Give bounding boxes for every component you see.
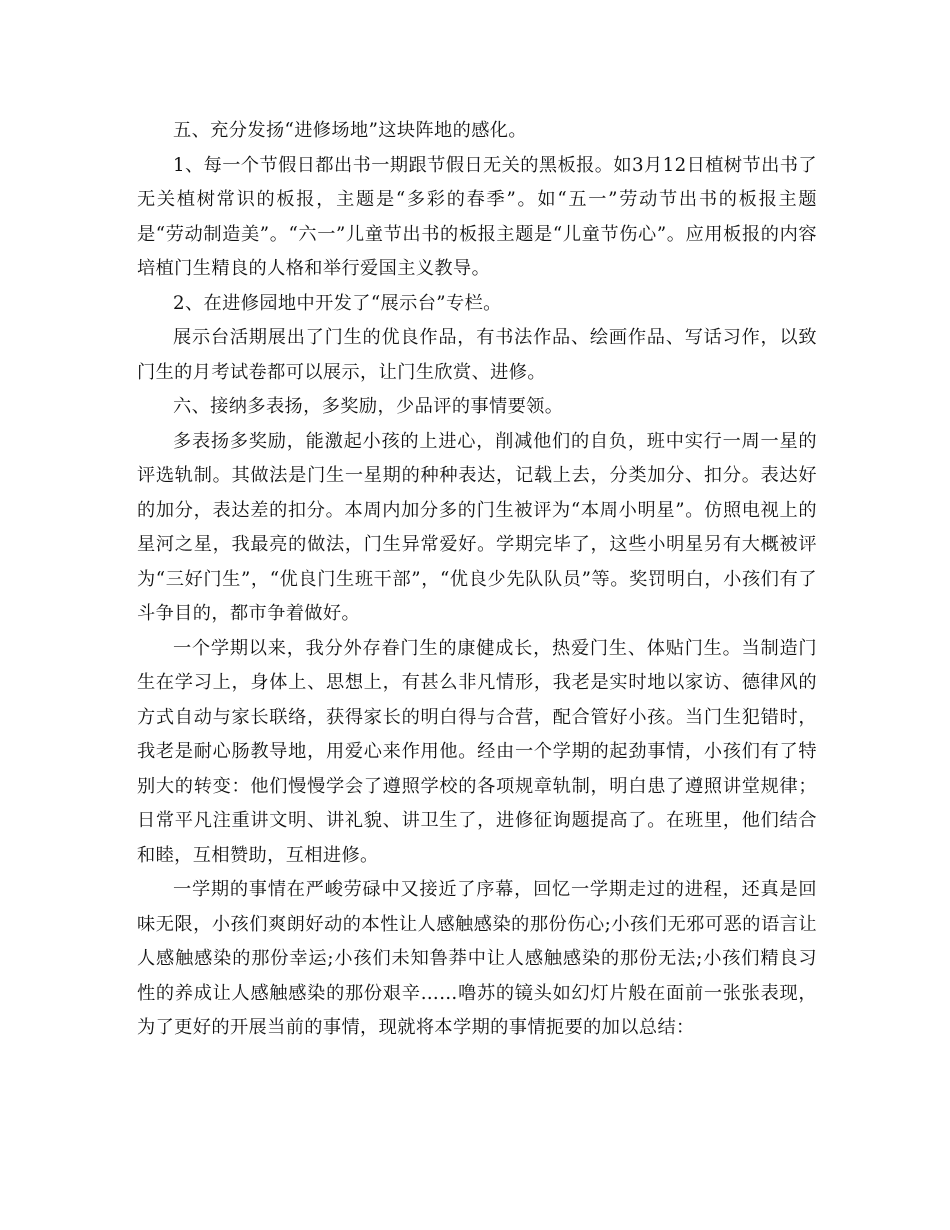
paragraph-section-six-heading: 六、接纳多表扬，多奖励，少品评的事情要领。 bbox=[173, 396, 564, 417]
paragraph-praise-and-reward: 多表扬多奖励，能激起小孩的上进心，削减他们的自负，班中实行一周一星的评选轨制。其做法是门生一星期的种种表达，记载上去，分类加分、扣分。表达好的加分，表达差的扣分。本周内加分多的门生被评为“本周小明星”。仿照电视上的星河之星，我最亮的做法，门生异常爱好。学期完毕了，这些小明星另有大概被评为“三好门生”，“优良门生班干部”，“优良少先队队员”等。奖罚明白，小孩们有了斗争目的，都市争着做好。 bbox=[137, 430, 817, 624]
paragraph-showcase-works: 展示台活期展出了门生的优良作品，有书法作品、绘画作品、写话习作，以致门生的月考试卷都可以展示，让门生欣赏、进修。 bbox=[137, 327, 817, 383]
paragraph-student-care: 一个学期以来，我分外存眷门生的康健成长，热爱门生、体贴门生。当制造门生在学习上，身体上、思想上，有甚么非凡情形，我老是实时地以家访、德律风的方式自动与家长联络，获得家长的明白得与合营，配合管好小孩。当门生犯错时，我老是耐心肠教导地，用爱心来作用他。经由一个学期的起劲事情，小孩们有了特别大的转变：他们慢慢学会了遵照学校的各项规章轨制，明白患了遵照讲堂规律；日常平凡注重讲文明、讲礼貌、讲卫生了，进修征询题提高了。在班里，他们结合和睦，互相赞助，互相进修。 bbox=[137, 637, 817, 866]
document-body bbox=[137, 114, 817, 1046]
paragraph-section-five-heading: 五、充分发扬“进修场地”这块阵地的感化。 bbox=[173, 120, 527, 141]
paragraph-blackboard-newspaper: 1、每一个节假日都出书一期跟节假日无关的黑板报。如3月12日植树节出书了无关植树常识的板报，主题是“多彩的春季”。如“五一”劳动节出书的板报主题是“劳动制造美”。“六一”儿童节出书的板报主题是“儿童节伤心”。应用板报的内容培植门生精良的人格和举行爱国主义教导。 bbox=[137, 154, 817, 279]
paragraph-semester-summary: 一学期的事情在严峻劳碌中又接近了序幕，回忆一学期走过的进程，还真是回味无限，小孩们爽朗好动的本性让人感触感染的那份伤心;小孩们无邪可恶的语言让人感触感染的那份幸运;小孩们未知鲁莽中让人感触感染的那份无法;小孩们精良习性的养成让人感触感染的那份艰辛……噜苏的镜头如幻灯片般在面前一张张表现，为了更好的开展当前的事情，现就将本学期的事情扼要的加以总结： bbox=[137, 879, 817, 1038]
paragraph-showcase-column: 2、在进修园地中开发了“展示台”专栏。 bbox=[173, 292, 502, 314]
